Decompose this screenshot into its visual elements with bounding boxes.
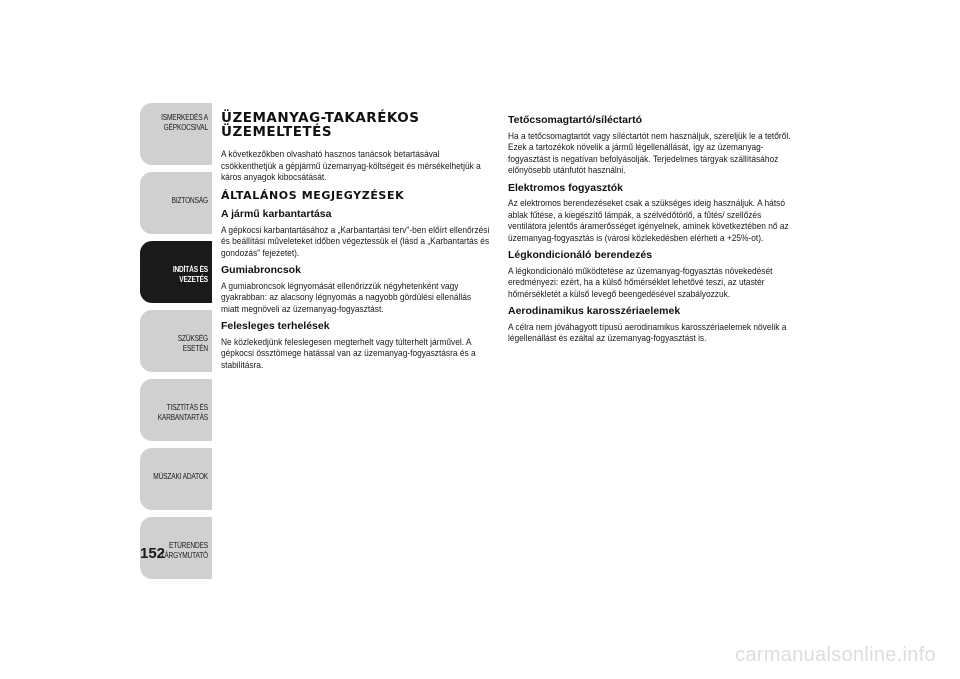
intro-paragraph: A következőkben olvasható hasznos tanácsok betartásával csökkenthetjük a gépjármű üzemanyag-költségeit és mérsékelhetjük a káros anyagok kibocsátását. (221, 149, 481, 183)
block-text: A légkondicionáló működtetése az üzemanyag-fogyasztás növekedését eredményezi: ezért, ha a külső hőmérséklet lehetővé teszi, az utastér hőmérsékletét a külső levegő beengedésével szabályozzuk. (508, 265, 773, 300)
tab-label: INDÍTÁS ÉS VEZETÉS (172, 265, 208, 284)
chapter-tabs (140, 103, 212, 586)
block-heading: Aerodinamikus karosszériaelemek (508, 305, 681, 317)
tab-ismerkedes[interactable] (140, 103, 212, 165)
block-heading: Felesleges terhelések (221, 320, 330, 332)
watermark: carmanualsonline.info (735, 644, 936, 666)
tab-muszaki-adatok[interactable] (140, 448, 212, 510)
tab-tisztitas[interactable] (140, 379, 212, 441)
tab-label: BIZTONSÁG (171, 196, 208, 205)
block-heading: Elektromos fogyasztók (508, 181, 623, 194)
tab-szukseg-eseten[interactable] (140, 310, 212, 372)
tab-inditas-es-vezetes[interactable] (140, 241, 212, 303)
block-text: A gumiabroncsok légnyomását ellenőrizzük négyhetenként vagy gyakrabban: az alacsony légnyomás a nagyobb gördülési ellenállás miatt megnöveli az üzemanyag-fogyasztást. (221, 280, 472, 315)
block-text: Ne közlekedjünk feleslegesen megterhelt vagy túlterhelt járművel. A gépkocsi össztömege hatással van az üzemanyag-fogyasztásra és a stabilitásra. (221, 336, 476, 371)
block-heading: A jármű karbantartása (221, 208, 332, 220)
page-number: 152 (140, 545, 166, 562)
block-text: A célra nem jóváhagyott típusú aerodinamikus karosszériaelemek növelik a légellenállást és ezáltal az üzemanyag-fogyasztást is. (508, 321, 787, 344)
block-heading: Légkondicionáló berendezés (508, 249, 653, 261)
tab-biztonsag[interactable] (140, 172, 212, 234)
page-title: ÜZEMANYAG-TAKARÉKOS ÜZEMELTETÉS (221, 110, 420, 140)
block-text: Az elektromos berendezéseket csak a szükséges ideig használjuk. A hátsó ablak fűtése, a kiegészítő lámpák, a szélvédőtörlő, a fűtés/ szellőzés ventilátora jelentős áramerősséget igényelnek, aminek következtében nő az üzemanyag-fogyasztás is (városi közlekedésben elérheti a +25%-ot). (508, 198, 789, 244)
block-text: Ha a tetőcsomagtartót vagy síléctartót nem használjuk, szereljük le a tetőről. Ezek a tartozékok növelik a jármű légellenállását, így az üzemanyag-fogyasztást is negatívan befolyásolják. Terjedelmes tárgyak szállításához előnyösebb utánfutót használni. (508, 130, 791, 176)
left-column (221, 111, 491, 377)
tab-label: MŰSZAKI ADATOK (153, 472, 208, 481)
tab-label: TISZTÍTÁS ÉS KARBANTARTÁS (157, 403, 208, 422)
block-heading: Tetőcsomagtartó/síléctartó (508, 114, 643, 126)
tab-label: ETŰRENDES TÁRGYMUTATÓ (160, 541, 208, 560)
block-heading: Gumiabroncsok (221, 264, 301, 276)
tab-label: SZÜKSÉG ESETÉN (177, 334, 208, 353)
right-column (508, 111, 793, 351)
tab-label: ISMERKEDÉS A GÉPKOCSIVAL (161, 113, 208, 132)
block-text: A gépkocsi karbantartásához a „Karbantartási terv"-ben előírt ellenőrzési és beállítási műveleteket időben végeztessük el (lásd a „Karbantartás és gondozás" fejezetet). (221, 224, 490, 259)
section-heading: ÁLTALÁNOS MEGJEGYZÉSEK (221, 188, 405, 202)
